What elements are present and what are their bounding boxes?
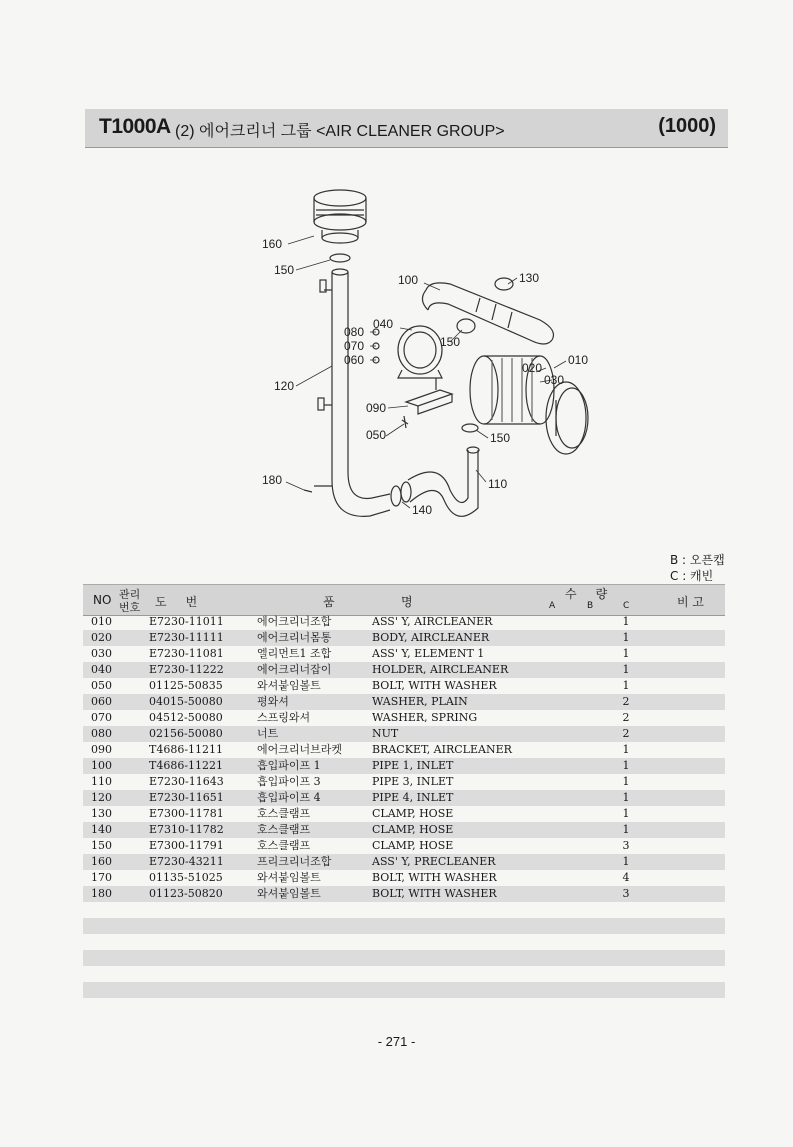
cell-pn: 01135-51025 bbox=[149, 871, 223, 884]
callout-label: 160 bbox=[262, 237, 283, 251]
cell-c: 1 bbox=[622, 615, 630, 628]
section-title-bar bbox=[85, 109, 728, 148]
cell-kr: 에어크리너브라켓 bbox=[257, 743, 343, 756]
callout-label: 070 bbox=[344, 339, 365, 353]
col-qty-c: C bbox=[623, 601, 630, 611]
cell-kr: 너트 bbox=[257, 727, 279, 740]
cell-kr: 프리크리너조합 bbox=[257, 855, 332, 868]
cell-pn: T4686-11211 bbox=[149, 743, 224, 756]
cell-c: 1 bbox=[622, 679, 630, 692]
col-qty: 수 량 bbox=[565, 587, 608, 601]
cell-en: ASS' Y, AIRCLEANER bbox=[372, 615, 493, 628]
empty-row bbox=[83, 950, 725, 966]
table-row bbox=[83, 742, 725, 758]
cell-no: 140 bbox=[91, 823, 112, 836]
cell-en: WASHER, PLAIN bbox=[372, 695, 468, 708]
callout-label: 010 bbox=[568, 353, 589, 367]
cell-en: BOLT, WITH WASHER bbox=[372, 871, 497, 884]
col-mgmt-1: 관리 bbox=[119, 588, 141, 601]
cell-pn: 04015-50080 bbox=[149, 695, 223, 708]
callout-label: 110 bbox=[488, 477, 508, 491]
callout-label: 090 bbox=[366, 401, 387, 415]
cell-pn: E7300-11791 bbox=[149, 839, 224, 852]
clamp-part bbox=[462, 424, 478, 432]
callout-label: 150 bbox=[440, 335, 461, 349]
cell-no: 080 bbox=[91, 727, 112, 740]
pipe-4-part bbox=[314, 269, 390, 516]
cell-c: 1 bbox=[622, 743, 630, 756]
col-no: NO bbox=[93, 593, 112, 607]
cell-pn: 02156-50080 bbox=[149, 727, 223, 740]
cell-pn: 04512-50080 bbox=[149, 711, 223, 724]
cell-kr: 에어크리너잡이 bbox=[257, 663, 332, 676]
callout-label: 150 bbox=[274, 263, 295, 277]
cell-c: 4 bbox=[622, 871, 630, 884]
col-mgmt-2: 번호 bbox=[119, 601, 141, 614]
clamp-part bbox=[495, 278, 513, 290]
cell-kr: 와셔붙임볼트 bbox=[257, 871, 321, 884]
callout-label: 100 bbox=[398, 273, 419, 287]
cell-en: BOLT, WITH WASHER bbox=[372, 679, 497, 692]
cell-no: 060 bbox=[91, 695, 112, 708]
table-row bbox=[83, 790, 725, 806]
clamp-part bbox=[330, 254, 350, 262]
cell-kr: 흡입파이프 4 bbox=[257, 791, 321, 804]
cell-c: 1 bbox=[622, 855, 630, 868]
cell-c: 1 bbox=[622, 807, 630, 820]
cell-pn: 01123-50820 bbox=[149, 887, 223, 900]
cell-kr: 호스클램프 bbox=[257, 839, 311, 852]
cell-en: CLAMP, HOSE bbox=[372, 823, 454, 836]
cell-c: 1 bbox=[622, 791, 630, 804]
table-row bbox=[83, 630, 725, 646]
empty-row bbox=[83, 982, 725, 998]
cell-no: 030 bbox=[91, 647, 112, 660]
cell-c: 1 bbox=[622, 647, 630, 660]
cell-pn: E7230-11111 bbox=[149, 631, 224, 644]
legend-cabin: C : 캐빈 bbox=[670, 569, 714, 583]
cell-en: HOLDER, AIRCLEANER bbox=[372, 663, 509, 676]
table-row bbox=[83, 694, 725, 710]
air-cleaner-diagram bbox=[240, 180, 620, 540]
cell-en: BRACKET, AIRCLEANER bbox=[372, 743, 512, 756]
clamp-part bbox=[401, 482, 411, 502]
col-remark: 비 고 bbox=[677, 595, 704, 609]
col-name-2: 명 bbox=[401, 595, 413, 609]
cell-pn: E7230-11011 bbox=[149, 615, 224, 628]
cell-no: 180 bbox=[91, 887, 112, 900]
cell-c: 1 bbox=[622, 631, 630, 644]
cell-c: 1 bbox=[622, 663, 630, 676]
col-drawing-no: 도 번 bbox=[155, 595, 198, 609]
clamp-part bbox=[457, 319, 475, 333]
cell-en: PIPE 3, INLET bbox=[372, 775, 454, 788]
cell-kr: 에어크리너몸통 bbox=[257, 631, 332, 644]
section-code: (1000) bbox=[658, 115, 716, 137]
cell-en: ASS' Y, ELEMENT 1 bbox=[372, 647, 485, 660]
table-row bbox=[83, 854, 725, 870]
section-title: (2) 에어크리너 그룹 <AIR CLEANER GROUP> bbox=[175, 123, 505, 140]
table-row bbox=[83, 710, 725, 726]
cell-en: BODY, AIRCLEANER bbox=[372, 631, 490, 644]
callout-label: 080 bbox=[344, 325, 365, 339]
table-row bbox=[83, 838, 725, 854]
cell-no: 150 bbox=[91, 839, 112, 852]
page-number: - 271 - bbox=[377, 1034, 416, 1049]
cell-no: 120 bbox=[91, 791, 112, 804]
cell-pn: E7300-11781 bbox=[149, 807, 224, 820]
legend-open-cab: B : 오픈캡 bbox=[670, 553, 725, 567]
callout-label: 040 bbox=[373, 317, 394, 331]
table-row bbox=[83, 726, 725, 742]
callout-label: 140 bbox=[412, 503, 433, 517]
cell-no: 070 bbox=[91, 711, 112, 724]
table-row bbox=[83, 678, 725, 694]
model-code: T1000A bbox=[99, 115, 171, 138]
cell-en: WASHER, SPRING bbox=[372, 711, 478, 724]
callout-label: 180 bbox=[262, 473, 283, 487]
cell-c: 3 bbox=[622, 887, 630, 900]
cell-pn: E7310-11782 bbox=[149, 823, 224, 836]
cell-pn: E7230-11081 bbox=[149, 647, 224, 660]
col-qty-b: B bbox=[587, 601, 594, 611]
col-name-1: 품 bbox=[323, 595, 335, 609]
bracket-part bbox=[406, 378, 452, 414]
cell-kr: 에어크리너조합 bbox=[257, 615, 332, 628]
cell-en: PIPE 4, INLET bbox=[372, 791, 454, 804]
callout-label: 020 bbox=[522, 361, 543, 375]
table-row bbox=[83, 614, 725, 630]
cell-pn: E7230-11651 bbox=[149, 791, 224, 804]
table-row bbox=[83, 886, 725, 902]
cell-no: 050 bbox=[91, 679, 112, 692]
col-qty-a: A bbox=[549, 601, 556, 611]
callout-label: 060 bbox=[344, 353, 365, 367]
callout-label: 150 bbox=[490, 431, 511, 445]
cell-kr: 평와셔 bbox=[257, 695, 289, 708]
cell-no: 090 bbox=[91, 743, 112, 756]
cell-c: 3 bbox=[622, 839, 630, 852]
cell-kr: 흡입파이프 1 bbox=[257, 759, 321, 772]
table-row bbox=[83, 774, 725, 790]
cell-pn: T4686-11221 bbox=[149, 759, 224, 772]
cell-c: 2 bbox=[622, 695, 630, 708]
cell-en: ASS' Y, PRECLEANER bbox=[372, 855, 496, 868]
callout-label: 050 bbox=[366, 428, 387, 442]
callout-label: 030 bbox=[544, 373, 565, 387]
cell-kr: 와셔붙임볼트 bbox=[257, 679, 321, 692]
cell-c: 1 bbox=[622, 823, 630, 836]
cell-en: CLAMP, HOSE bbox=[372, 807, 454, 820]
cell-kr: 흡입파이프 3 bbox=[257, 775, 321, 788]
cell-kr: 스프링와셔 bbox=[257, 711, 311, 724]
holder-part bbox=[398, 326, 442, 378]
cell-pn: E7230-11643 bbox=[149, 775, 224, 788]
cell-no: 170 bbox=[91, 871, 112, 884]
cell-en: PIPE 1, INLET bbox=[372, 759, 454, 772]
callout-label: 120 bbox=[274, 379, 295, 393]
callout-label: 130 bbox=[519, 271, 540, 285]
table-row bbox=[83, 870, 725, 886]
cell-no: 160 bbox=[91, 855, 112, 868]
table-row bbox=[83, 662, 725, 678]
cell-no: 100 bbox=[91, 759, 112, 772]
cell-no: 040 bbox=[91, 663, 112, 676]
cell-c: 2 bbox=[622, 711, 630, 724]
cell-no: 130 bbox=[91, 807, 112, 820]
cell-c: 1 bbox=[622, 775, 630, 788]
clamp-part bbox=[391, 486, 401, 506]
cell-pn: E7230-43211 bbox=[149, 855, 224, 868]
cell-pn: E7230-11222 bbox=[149, 663, 224, 676]
cell-c: 2 bbox=[622, 727, 630, 740]
cell-kr: 엘리먼트1 조합 bbox=[257, 647, 332, 660]
table-row bbox=[83, 822, 725, 838]
cell-pn: 01125-50835 bbox=[149, 679, 223, 692]
cell-en: CLAMP, HOSE bbox=[372, 839, 454, 852]
parts-table-header bbox=[83, 584, 725, 616]
cell-c: 1 bbox=[622, 759, 630, 772]
cell-kr: 와셔붙임볼트 bbox=[257, 887, 321, 900]
table-row bbox=[83, 758, 725, 774]
precleaner-part bbox=[314, 190, 366, 243]
cell-en: BOLT, WITH WASHER bbox=[372, 887, 497, 900]
cell-kr: 호스클램프 bbox=[257, 807, 311, 820]
cell-kr: 호스클램프 bbox=[257, 823, 311, 836]
cell-no: 110 bbox=[91, 775, 112, 788]
cab-type-legend bbox=[670, 552, 725, 584]
table-row bbox=[83, 646, 725, 662]
cell-no: 020 bbox=[91, 631, 112, 644]
empty-row bbox=[83, 918, 725, 934]
table-row bbox=[83, 806, 725, 822]
aircleaner-cap-part bbox=[546, 382, 588, 454]
cell-no: 010 bbox=[91, 615, 112, 628]
cell-en: NUT bbox=[372, 727, 399, 740]
